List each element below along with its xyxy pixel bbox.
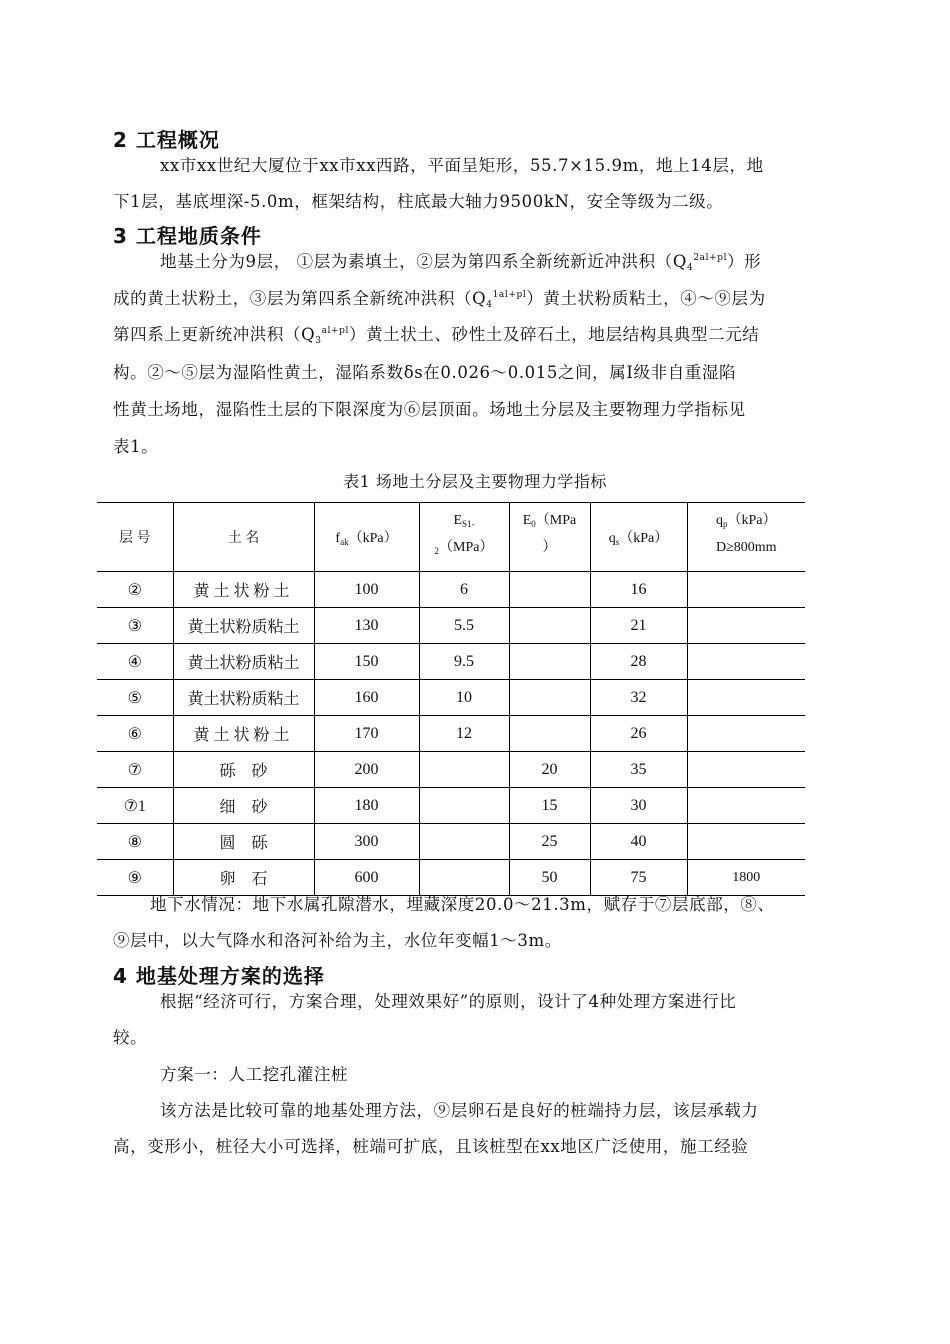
cell-fak: 300 — [314, 824, 419, 860]
cell-e0: 25 — [509, 824, 590, 860]
text-span: ）形 — [727, 252, 762, 271]
cell-layer: ② — [97, 572, 173, 608]
text-span: 成的黄土状粉土，③层为第四系全新统冲洪积（Q — [113, 289, 487, 308]
cell-qs: 32 — [590, 680, 687, 716]
sec3-line-5: 性黄土场地，湿陷性土层的下限深度为⑥层顶面。场地土分层及主要物理力学指标见 — [113, 400, 746, 419]
cell-name: 黄土状粉土 — [173, 716, 314, 752]
text-span: 地基土分为9层， ①层为素填土，②层为第四系全新统新近冲洪积（Q — [160, 252, 687, 271]
header-text: q — [716, 513, 723, 528]
groundwater-line-2: ⑨层中，以大气降水和洛河补给为主，水位年变幅1～3m。 — [113, 931, 562, 950]
cell-layer: ⑧ — [97, 824, 173, 860]
condition-text: D≥800mm — [715, 540, 777, 555]
header-qp — [687, 503, 805, 572]
subscript: 0 — [531, 519, 536, 529]
cell-qp: 1800 — [687, 860, 805, 896]
cell-e0 — [509, 716, 590, 752]
cell-name: 黄土状粉质粘土 — [173, 680, 314, 716]
section-3-heading: 3 工程地质条件 — [113, 224, 262, 248]
cell-qp — [687, 788, 805, 824]
cell-qs: 35 — [590, 752, 687, 788]
cell-qs: 30 — [590, 788, 687, 824]
sec3-line-3 — [113, 321, 838, 346]
header-layer — [97, 503, 173, 572]
table-row — [97, 680, 805, 716]
option-1-line-1: 该方法是比较可靠的地基处理方法，⑨层卵石是良好的桩端持力层，该层承载力 — [160, 1101, 759, 1120]
subscript: s — [615, 537, 620, 547]
unit-text: （kPa） — [619, 531, 669, 546]
subscript: 2 — [434, 546, 440, 556]
cell-e0 — [509, 608, 590, 644]
subscript: S1- — [462, 519, 475, 529]
cell-qp — [687, 644, 805, 680]
cell-e0: 15 — [509, 788, 590, 824]
subscript: p — [723, 519, 728, 529]
subscript: 4 — [686, 263, 694, 273]
option-1-line-2: 高，变形小，桩径大小可选择，桩端可扩底，且该桩型在xx地区广泛使用，施工经验 — [113, 1137, 749, 1156]
cell-name: 圆 砾 — [173, 824, 314, 860]
header-e0 — [509, 503, 590, 572]
table-row — [97, 644, 805, 680]
header-text: E — [522, 513, 532, 528]
header-name — [173, 503, 314, 572]
subscript: ak — [340, 537, 349, 547]
cell-fak: 180 — [314, 788, 419, 824]
table-caption: 表1 场地土分层及主要物理力学指标 — [343, 472, 607, 491]
cell-layer: ⑥ — [97, 716, 173, 752]
cell-e0: 50 — [509, 860, 590, 896]
header-text: q — [608, 531, 616, 546]
header-qs — [590, 503, 687, 572]
cell-qp — [687, 824, 805, 860]
sec2-paragraph-line-2: 下1层，基底埋深-5.0m，框架结构，柱底最大轴力9500kN，安全等级为二级。 — [113, 192, 724, 211]
table-row — [97, 788, 805, 824]
unit-text: （MPa — [535, 513, 577, 528]
cell-qs: 40 — [590, 824, 687, 860]
cell-name: 黄土状粉质粘土 — [173, 644, 314, 680]
cell-e0: 20 — [509, 752, 590, 788]
cell-es — [419, 824, 509, 860]
table-row — [97, 716, 805, 752]
cell-es: 9.5 — [419, 644, 509, 680]
cell-qp — [687, 680, 805, 716]
cell-es — [419, 788, 509, 824]
sec3-line-4: 构。②～⑤层为湿陷性黄土，湿陷系数δs在0.026～0.015之间，属Ⅰ级非自重湿陷 — [113, 363, 737, 382]
cell-e0 — [509, 572, 590, 608]
section-2-heading: 2 工程概况 — [113, 128, 220, 152]
cell-layer: ⑨ — [97, 860, 173, 896]
sec3-line-6: 表1。 — [113, 437, 159, 456]
cell-qp — [687, 716, 805, 752]
cell-qs: 26 — [590, 716, 687, 752]
cell-fak: 150 — [314, 644, 419, 680]
sec4-paragraph-line-1: 根据“经济可行，方案合理，处理效果好”的原则，设计了4种处理方案进行比 — [160, 992, 737, 1011]
superscript: al+pl — [321, 326, 349, 336]
header-text: 层 号 — [119, 531, 151, 546]
unit-text: ） — [542, 540, 557, 555]
table-header-row — [97, 503, 805, 572]
sec3-line-1 — [160, 248, 840, 273]
superscript: 1al+pl — [492, 290, 527, 300]
cell-fak: 600 — [314, 860, 419, 896]
cell-qs: 28 — [590, 644, 687, 680]
subscript: 3 — [315, 336, 322, 346]
cell-fak: 170 — [314, 716, 419, 752]
cell-layer: ③ — [97, 608, 173, 644]
cell-es: 10 — [419, 680, 509, 716]
sec3-line-2 — [113, 285, 838, 310]
cell-qs: 21 — [590, 608, 687, 644]
unit-text: （kPa） — [727, 513, 777, 528]
text-span: 第四系上更新统冲洪积（Q — [113, 325, 316, 344]
unit-text: （kPa） — [348, 531, 398, 546]
sec4-paragraph-line-2: 较。 — [113, 1028, 148, 1047]
cell-layer: ⑤ — [97, 680, 173, 716]
header-text: E — [453, 513, 463, 528]
cell-name: 黄土状粉质粘土 — [173, 608, 314, 644]
subscript: 4 — [486, 300, 493, 310]
cell-layer: ⑦ — [97, 752, 173, 788]
text-span: ）黄土状粉质粘土，④～⑨层为 — [526, 289, 766, 308]
cell-fak: 160 — [314, 680, 419, 716]
table-row — [97, 824, 805, 860]
cell-fak: 200 — [314, 752, 419, 788]
table-row — [97, 572, 805, 608]
cell-name: 黄土状粉土 — [173, 572, 314, 608]
cell-e0 — [509, 644, 590, 680]
table-row — [97, 752, 805, 788]
cell-es: 12 — [419, 716, 509, 752]
cell-es: 5.5 — [419, 608, 509, 644]
cell-qs: 75 — [590, 860, 687, 896]
table-row — [97, 608, 805, 644]
cell-es: 6 — [419, 572, 509, 608]
text-span: ）黄土状土、砂性土及碎石土，地层结构具典型二元结 — [349, 325, 760, 344]
cell-fak: 130 — [314, 608, 419, 644]
cell-name: 砾 砂 — [173, 752, 314, 788]
header-fak — [314, 503, 419, 572]
groundwater-line-1: 地下水情况：地下水属孔隙潜水，埋藏深度20.0～21.3m，赋存于⑦层底部，⑧、 — [150, 895, 775, 914]
superscript: 2al+pl — [693, 253, 728, 263]
soil-properties-table — [97, 502, 805, 896]
cell-es — [419, 752, 509, 788]
cell-name: 卵 石 — [173, 860, 314, 896]
cell-e0 — [509, 680, 590, 716]
cell-qp — [687, 752, 805, 788]
header-es — [419, 503, 509, 572]
cell-fak: 100 — [314, 572, 419, 608]
cell-name: 细 砂 — [173, 788, 314, 824]
header-text: f — [335, 531, 341, 546]
cell-layer: ⑦1 — [97, 788, 173, 824]
cell-qp — [687, 608, 805, 644]
unit-text: （MPa） — [439, 540, 494, 555]
header-text: 土 名 — [227, 531, 260, 546]
section-4-heading: 4 地基处理方案的选择 — [113, 964, 325, 988]
option-1-title: 方案一：人工挖孔灌注桩 — [160, 1065, 349, 1084]
cell-layer: ④ — [97, 644, 173, 680]
sec2-paragraph-line-1: xx市xx世纪大厦位于xx市xx西路，平面呈矩形，55.7×15.9m，地上14层，地 — [160, 156, 764, 175]
cell-qs: 16 — [590, 572, 687, 608]
cell-qp — [687, 572, 805, 608]
